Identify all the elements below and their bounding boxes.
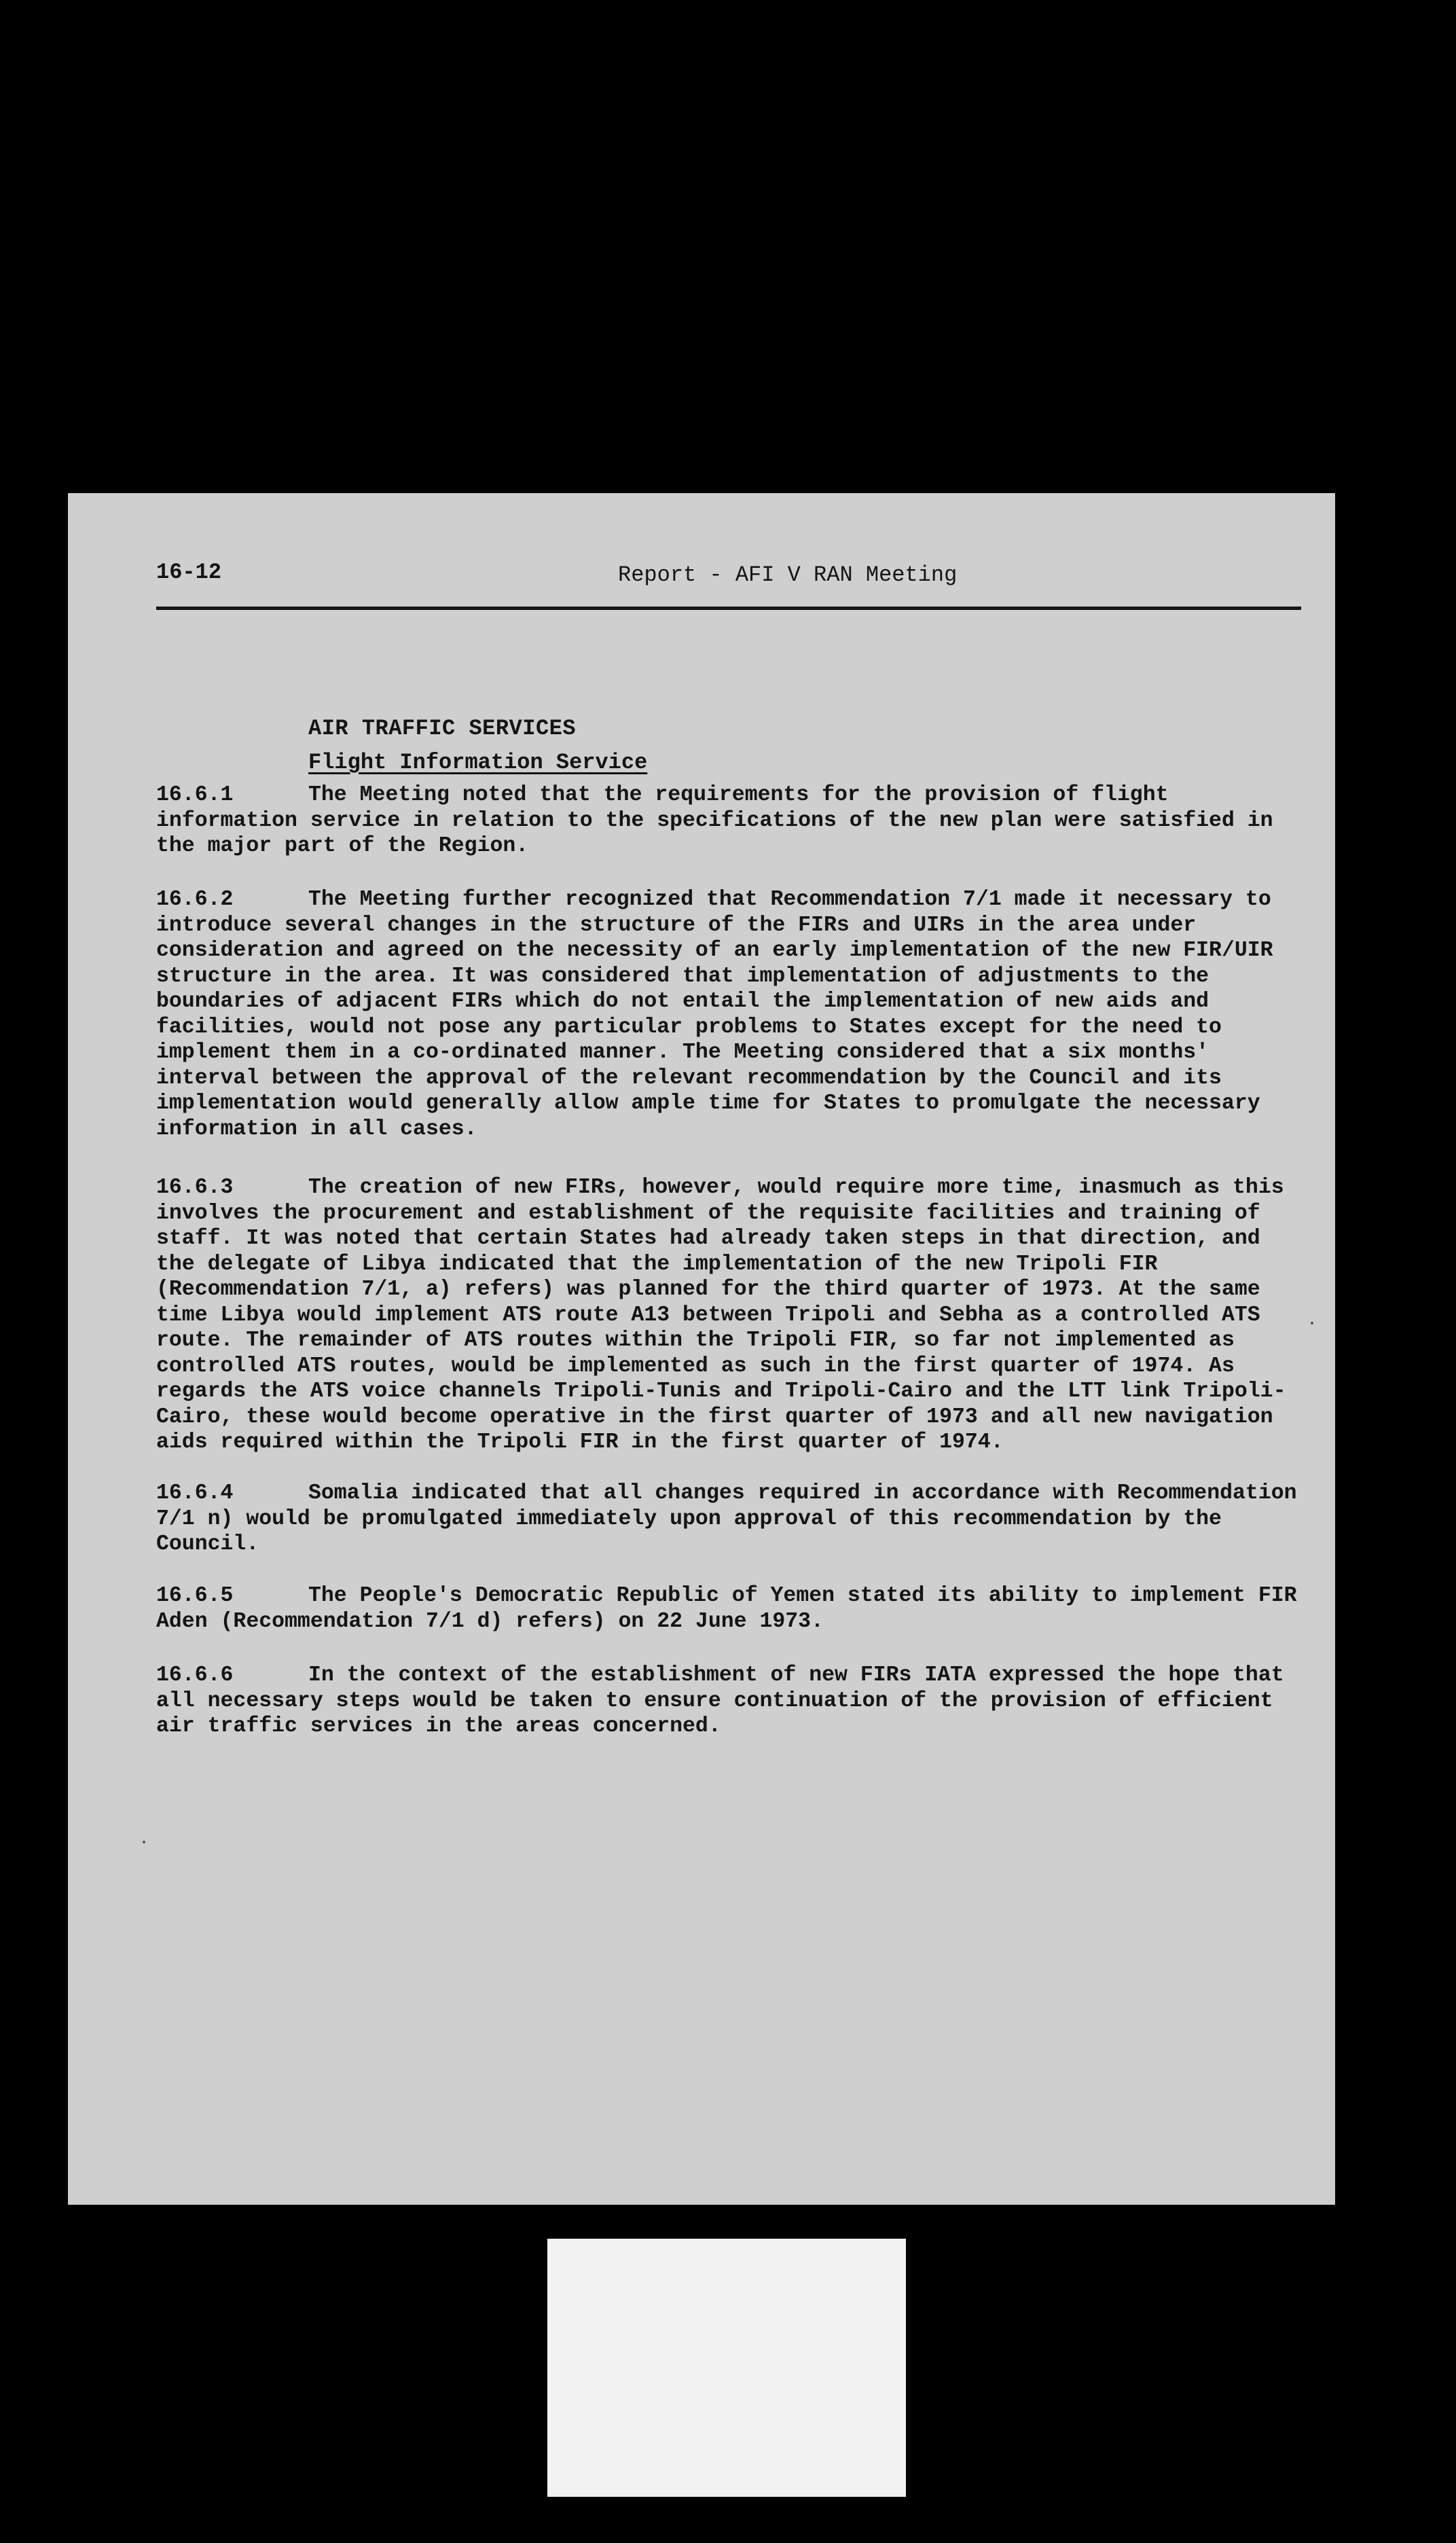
paragraph-number: 16.6.6	[156, 1663, 234, 1687]
paragraph-text: The Meeting noted that the requirements for the provision of flight information service in relation to the specifications of the new plan were satisfied in the major part of the Region.	[156, 783, 1273, 858]
paragraph	[156, 782, 1311, 859]
paragraph	[156, 1663, 1311, 1739]
document-page	[68, 493, 1335, 2205]
paragraph	[156, 1481, 1311, 1557]
paragraph-number: 16.6.4	[156, 1481, 234, 1505]
scan-speck	[143, 1841, 145, 1843]
paragraph-text: The creation of new FIRs, however, would require more time, inasmuch as this involves the procurement and establishment of the requisite facilities and training of staff. It was noted that certain States had already taken steps in that direction, and the delegate of Libya indicated that the implementation of the new Tripoli FIR (Recommendation 7/1, a) refers) was planned for the third quarter of 1973. At the same time Libya would implement ATS route A13 between Tripoli and Sebha as a controlled ATS route. The remainder of ATS routes within the Tripoli FIR, so far not implemented as controlled ATS routes, would be implemented as such in the first quarter of 1974. As regards the ATS voice channels Tripoli-Tunis and Tripoli-Cairo and the LTT link Tripoli-Cairo, these would become operative in the first quarter of 1973 and all new navigation aids required within the Tripoli FIR in the first quarter of 1974.	[156, 1176, 1286, 1454]
paragraph-number: 16.6.3	[156, 1176, 234, 1200]
paragraph	[156, 1175, 1311, 1456]
subsection-title: Flight Information Service	[308, 750, 648, 775]
report-title: Report - AFI V RAN Meeting	[618, 562, 958, 588]
page-number: 16-12	[156, 560, 222, 585]
index-tab	[547, 2239, 906, 2497]
header-rule	[156, 607, 1301, 610]
paragraph-text: The People's Democratic Republic of Yemen stated its ability to implement FIR Aden (Recommendation 7/1 d) refers) on 22 June 1973.	[156, 1584, 1297, 1634]
page-header	[156, 560, 1301, 591]
paragraph	[156, 1583, 1311, 1634]
paragraph	[156, 887, 1311, 1142]
paragraph-number: 16.6.2	[156, 888, 234, 912]
paragraph-text: Somalia indicated that all changes required in accordance with Recommendation 7/1 n) would be promulgated immediately upon approval of this recommendation by the Council.	[156, 1481, 1297, 1556]
paragraph-number: 16.6.5	[156, 1584, 234, 1608]
scan-speck	[1311, 1322, 1313, 1324]
paragraph-text: In the context of the establishment of new FIRs IATA expressed the hope that all necessary steps would be taken to ensure continuation of the provision of efficient air traffic services in the areas concerned.	[156, 1663, 1284, 1738]
paragraph-number: 16.6.1	[156, 783, 234, 807]
paragraph-text: The Meeting further recognized that Recommendation 7/1 made it necessary to introduce several changes in the structure of the FIRs and UIRs in the area under consideration and agreed on the necessity of an early implementation of the new FIR/UIR structure in the area. It was considered that implementation of adjustments to the boundaries of adjacent FIRs which do not entail the implementation of new aids and facilities, would not pose any particular problems to States except for the need to implement them in a co-ordinated manner. The Meeting considered that a six months' interval between the approval of the relevant recommendation by the Council and its implementation would generally allow ample time for States to promulgate the necessary information in all cases.	[156, 888, 1273, 1141]
section-title: AIR TRAFFIC SERVICES	[308, 716, 577, 741]
